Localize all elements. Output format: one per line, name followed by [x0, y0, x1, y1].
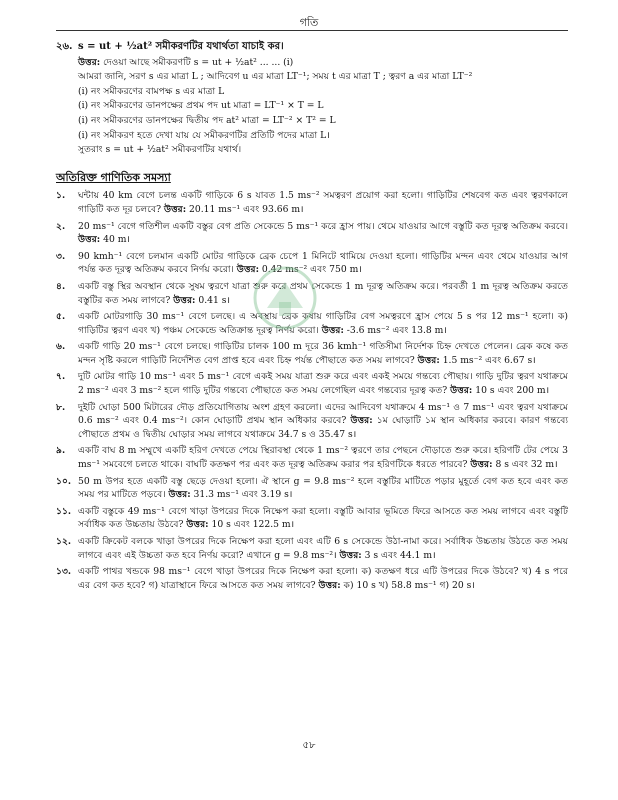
problem-question: একটি গাড়ি 20 ms⁻¹ বেগে চলছে। গাড়িটির চালক 100 m দূরে 36 kmh⁻¹ গতিসীমা নির্দেশক চিহ্ন দেখতে পেলেন। ব্রেক কষে কত মন্দন সৃষ্টি করলে গাড়িটি নির্দেশিত বেগ প্রাপ্ত হবে এবং চিহ্ন পর্যন্ত পৌছাতে কত সময় লাগবে? — [78, 341, 568, 366]
problem-question: ঘন্টায় 40 km বেগে চলন্ত একটি গাড়িকে 6 s যাবত 1.5 ms⁻² সমত্বরণ প্রয়োগ করা হলো। গাড়িটির শেষবেগ কত এবং ত্বরণকালে গাড়িটি কত দূর চলবে? — [78, 190, 568, 215]
problem-answer: 0.42 ms⁻² এবং 750 m। — [261, 264, 362, 276]
page-number: ৫৮ — [302, 740, 316, 751]
answer-label: উত্তর: — [163, 203, 187, 215]
answer-label: উত্তর: — [168, 489, 191, 501]
proof-line: আমরা জানি, সরণ s এর মাত্রা L ; আদিবেগ u এর মাত্রা LT⁻¹; সময় t এর মাত্রা T ; ত্বরণ a এর মাত্রা LT⁻² — [78, 71, 473, 83]
header-rule — [56, 30, 568, 31]
problem-number: ১৩. — [56, 566, 72, 578]
problem-answer: ক) 10 s খ) 58.8 ms⁻¹ গ) 20 s। — [343, 579, 475, 591]
problem-item — [56, 220, 568, 247]
proof-line — [78, 56, 568, 70]
problem-list — [56, 189, 568, 592]
proof-line-text: দেওয়া আছে সমীকরণটি s = ut + ½at² ... ... (i) — [103, 56, 294, 68]
problem-text — [78, 475, 568, 502]
proof-number: ২৬. — [56, 41, 73, 52]
problem-number: ৩. — [56, 250, 66, 262]
problem-number: ২. — [56, 220, 66, 232]
answer-label: উত্তর: — [321, 324, 344, 336]
problem-item — [56, 340, 568, 367]
problem-number: ১১. — [56, 505, 72, 517]
problem-question: একটি ক্রিকেট বলকে খাড়া উপরের দিকে নিক্ষেপ করা হলো এবং এটি 6 s সেকেন্ডে উঠা-নামা করে। সর্বাধিক উচ্চতায় উঠতে কত সময় লাগবে এবং এই উচ্চতা কত হবে নির্ণয় করো? এখানে g = 9.8 ms⁻²। — [78, 536, 568, 561]
problem-answer: 10 s এবং 200 m। — [475, 385, 550, 397]
answer-label: উত্তর: — [236, 264, 259, 276]
problem-text — [78, 505, 568, 532]
problem-text — [78, 189, 568, 216]
proof-line: (i) নং সমীকরণ হতে দেখা যায় যে সমীকরণটির প্রতিটি পদের মাত্রা L। — [78, 129, 330, 141]
answer-label: উত্তর: — [186, 519, 209, 531]
problem-item — [56, 401, 568, 442]
problem-number: ১২. — [56, 536, 72, 547]
problem-question: দুটি মোটর গাড়ি 10 ms⁻¹ এবং 5 ms⁻¹ বেগে একই সময় যাত্রা শুরু করে এবং একই সময়ে গন্তব্যে পৌছায়। গাড়ি দুটির ত্বরণ যথাক্রমে 2 ms⁻² এবং 3 ms⁻² হলে গাড়ি দুটির গন্তব্যে পৌছাতে কত সময় লেগেছিল এবং গন্তব্যের দূরত্ব কত? — [78, 371, 568, 397]
problem-question: একটি বস্তু স্থির অবস্থান থেকে সুষম ত্বরণে যাত্রা শুরু করে প্রথম সেকেন্ডে 1 m দূরত্ব অতিক্রম করে। পরবর্তী 1 m দূরত্ব অতিক্রম করতে বস্তুটির কত সময় লাগবে? — [78, 280, 568, 306]
proof-line: (i) নং সমীকরণের ডানপক্ষের প্রথম পদ ut মাত্রা = LT⁻¹ × T = L — [78, 100, 324, 112]
problem-text — [78, 310, 568, 337]
problem-answer: 20.11 ms⁻¹ এবং 93.66 m। — [189, 203, 304, 215]
problem-number: ৬. — [56, 341, 66, 353]
problem-question: দুইটি ঘোড়া 500 মিটারের দৌড় প্রতিযোগিতায় অংশ গ্রহণ করলো। এদের আদিবেগ যথাক্রমে 4 ms⁻¹ ও 7 ms⁻¹ এবং ত্বরণ যথাক্রমে 0.6 ms⁻² এবং 0.4 ms⁻²। কোন ঘোড়াটি প্রথম স্থান অধিকার করবে? — [78, 401, 568, 427]
problem-number: ৫. — [56, 311, 66, 323]
problem-number: ৭. — [56, 371, 66, 383]
problem-item — [56, 535, 568, 562]
problem-item — [56, 444, 568, 471]
problem-item — [56, 505, 568, 532]
problem-item — [56, 189, 568, 216]
problem-item — [56, 475, 568, 502]
problem-number: ১. — [56, 190, 66, 202]
answer-label: উত্তর: — [173, 294, 196, 306]
problem-number: ১০. — [56, 475, 72, 487]
problem-answer: 31.3 ms⁻¹ এবং 3.19 s। — [193, 489, 293, 501]
answer-label: উত্তর: — [450, 385, 473, 397]
problem-answer: 3 s এবং 44.1 m। — [364, 549, 436, 561]
problem-answer: 8 s এবং 32 m। — [495, 459, 558, 471]
problem-answer: 1.5 ms⁻² এবং 6.67 s। — [442, 354, 536, 366]
problem-text — [78, 535, 568, 562]
proof-title — [56, 40, 568, 54]
proof-body — [56, 56, 568, 157]
proof-line: (i) নং সমীকরণের ডানপক্ষের দ্বিতীয় পদ at² মাত্রা = LT⁻² × T² = L — [78, 114, 336, 126]
problem-number: ৮. — [56, 401, 66, 413]
proof-line: (i) নং সমীকরণের বামপক্ষ s এর মাত্রা L — [78, 85, 225, 97]
problem-question: একটি বাঘ 8 m সম্মুখে একটি হরিণ দেখতে পেয়ে স্থিরাবস্থা থেকে 1 ms⁻² ত্বরণে তার পেছনে দৌড়াতে শুরু করে। হরিণটি টের পেয়ে 3 ms⁻¹ সমবেগে চলতে থাকে। বাঘটি কতক্ষণ পর এবং কত দূরত্ব অতিক্রম করার পর হরিণটিকে ধরতে পারবে? — [78, 445, 568, 471]
section-title: অতিরিক্ত গাণিতিক সমস্যা — [56, 170, 171, 184]
problem-item — [56, 565, 568, 592]
answer-label: উত্তর: — [339, 549, 362, 561]
problem-answer: -3.6 ms⁻² এবং 13.8 m। — [346, 324, 447, 336]
answer-label: উত্তর: — [78, 56, 101, 68]
problem-answer: 10 s এবং 122.5 m। — [211, 519, 295, 531]
problem-answer: 40 m। — [103, 234, 130, 246]
problem-question: একটি বস্তুকে 49 ms⁻¹ বেগে খাড়া উপরের দিকে নিক্ষেপ করা হলো। বস্তুটি আবার ভূমিতে ফিরে আসতে কত সময় লাগবে এবং বস্তুটি সর্বাধিক কত উচ্চতায় উঠবে? — [78, 505, 568, 531]
answer-label: উত্তর: — [417, 354, 440, 366]
problem-question: 20 ms⁻¹ বেগে গতিশীল একটি বস্তুর বেগ প্রতি সেকেন্ডে 5 ms⁻¹ করে হ্রাস পায়। থেমে যাওয়ার আগে বস্তুটি কত দূরত্ব অতিক্রম করবে। — [78, 220, 568, 232]
problem-item — [56, 370, 568, 397]
problem-question: একটি পাথর খন্ডকে 98 ms⁻¹ বেগে খাড়া উপরের দিকে নিক্ষেপ করা হলো। ক) কতক্ষণ ধরে এটি উপরের দিকে উঠবে? খ) 4 s পরে এর বেগ কত হবে? গ) যাত্রাস্থানে ফিরে আসতে কত সময় লাগবে? — [78, 566, 568, 591]
problem-number: ৯. — [56, 445, 66, 457]
proof-line: সুতরাং s = ut + ½at² সমীকরণটির যথার্থ। — [78, 144, 242, 156]
problem-text — [78, 250, 568, 277]
problem-question: 90 kmh⁻¹ বেগে চলমান একটি মোটর গাড়িকে ব্রেক চেপে 1 মিনিটে থামিয়ে দেওয়া হলো। গাড়িটির মন্দন এবং থেমে যাওয়ার আগ পর্যন্ত কত দূরত্ব অতিক্রম করবে নির্ণয় করো। — [78, 250, 568, 276]
proof-title-text: s = ut + ½at² সমীকরণটির যথার্থতা যাচাই কর। — [78, 41, 284, 52]
chapter-header: গতি — [299, 16, 319, 29]
problem-text — [78, 340, 568, 367]
problem-number: ৪. — [56, 280, 66, 292]
answer-label: উত্তর: — [78, 234, 101, 246]
answer-label: উত্তর: — [470, 459, 493, 471]
answer-label: উত্তর: — [318, 579, 341, 591]
problem-text — [78, 565, 568, 592]
problem-question: একটি মোটরগাড়ি 30 ms⁻¹ বেগে চলছে। এ অবস্থায় ব্রেক কষায় গাড়িটির বেগ সমত্বরণে হ্রাস পেয়ে 5 s পর 12 ms⁻¹ হলো। ক) গাড়িটির ত্বরণ এবং খ) পঞ্চম সেকেন্ডে অতিক্রান্ত দূরত্ব নির্ণয় করো। — [78, 311, 568, 336]
problem-text — [78, 370, 568, 397]
problem-text — [78, 280, 568, 307]
problem-text — [78, 401, 568, 442]
answer-label: উত্তর: — [350, 415, 373, 427]
problem-text — [78, 220, 568, 247]
problem-text — [78, 444, 568, 471]
problem-question: 50 m উপর হতে একটি বস্তু ছেড়ে দেওয়া হলো। ঐ স্থানে g = 9.8 ms⁻² হলে বস্তুটির মাটিতে পড়ার মুহূর্তে বেগ কত হবে এবং কত সময় পর মাটিতে পড়বে। — [78, 475, 568, 501]
problem-answer: ১ম ঘোড়াটি ১ম স্থান অধিকার করবে। কারণ গন্তব্যে পৌছাতে প্রথম ও দ্বিতীয় ঘোড়ার সময় লাগবে যথাক্রমে 34.7 s ও 35.47 s। — [78, 415, 568, 440]
watermark-logo-icon — [253, 262, 317, 334]
problem-answer: 0.41 s। — [198, 294, 230, 306]
